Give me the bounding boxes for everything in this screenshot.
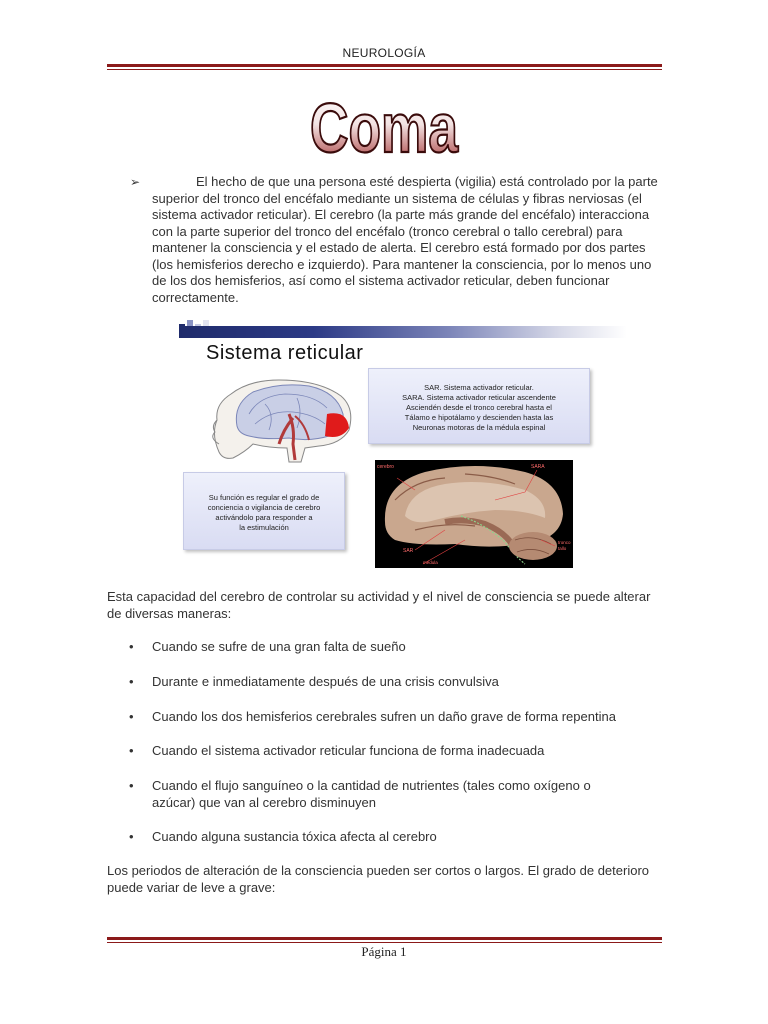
photo-label-medula: médula	[423, 560, 438, 565]
paragraph-capacity: Esta capacidad del cerebro de controlar su actividad y el nivel de consciencia se puede alterar de diversas maneras:	[107, 589, 651, 621]
function-line: la estimulación	[239, 523, 289, 532]
brain-illustration	[209, 374, 357, 462]
list-item-text: Cuando alguna sustancia tóxica afecta al cerebro	[152, 829, 437, 844]
footer-rule	[107, 937, 662, 943]
arrow-bullet-icon: ➢	[130, 175, 141, 189]
bullet-dot-icon: •	[129, 674, 134, 689]
sar-line: SARA. Sistema activador reticular ascendente	[402, 393, 556, 402]
sar-line: Tálamo e hipotálamo y descienden hasta las	[404, 413, 554, 422]
function-description-box	[183, 472, 345, 550]
bullet-dot-icon: •	[129, 709, 134, 724]
photo-label-sara: SARA	[531, 464, 545, 470]
photo-label-tallo: tallo	[558, 546, 567, 551]
function-line: Su función es regular el grado de	[208, 493, 320, 502]
reticular-system-figure	[179, 320, 627, 570]
intro-bullet	[130, 174, 660, 306]
bullet-dot-icon: •	[129, 829, 134, 844]
list-item	[107, 778, 637, 811]
sar-line: Neuronas motoras de la médula espinal	[412, 423, 546, 432]
title-wordart	[0, 86, 768, 167]
figure-header-bar	[179, 326, 627, 338]
list-item	[107, 709, 647, 726]
list-item-text: Cuando se sufre de una gran falta de sueño	[152, 639, 406, 654]
intro-text: El hecho de que una persona esté despierta (vigilia) está controlado por la parte superior del tronco del encéfalo mediante un sistema de células y fibras nerviosas (el sistema activador reticular). El cerebro (la parte más grande del encéfalo) interacciona con la parte superior del tronco del encéfalo (tronco cerebral o tallo cerebral) para mantener la consciencia y el estado de alerta. El cerebro está formado por dos partes (los hemisferios derecho e izquierdo). Para mantener la consciencia, por lo menos uno de los dos hemisferios, así como el sistema activador reticular, deben funcionar correctamente.	[152, 174, 658, 305]
photo-label-cerebro: cerebro	[377, 464, 394, 470]
list-item-text: Cuando los dos hemisferios cerebrales sufren un daño grave de forma repentina	[152, 709, 616, 724]
list-item-text: Durante e inmediatamente después de una crisis convulsiva	[152, 674, 499, 689]
paragraph-periods: Los periodos de alteración de la consciencia pueden ser cortos o largos. El grado de deterioro puede variar de leve a grave:	[107, 863, 650, 895]
list-item	[107, 743, 647, 760]
brain-section-photo	[375, 460, 573, 568]
list-item	[107, 829, 647, 846]
page-number: Página 1	[361, 944, 407, 959]
sar-description-box	[368, 368, 590, 444]
title-text: Coma	[310, 89, 459, 167]
bullet-dot-icon: •	[129, 778, 134, 793]
sar-line: SAR. Sistema activador reticular.	[424, 383, 534, 392]
function-line: activándolo para responder a	[215, 513, 313, 522]
bullet-dot-icon: •	[129, 743, 134, 758]
list-item-text: Cuando el sistema activador reticular funciona de forma inadecuada	[152, 743, 545, 758]
list-item	[107, 674, 647, 691]
figure-title: Sistema reticular	[206, 342, 364, 364]
function-line: conciencia o vigilancia de cerebro	[207, 503, 321, 512]
list-item	[107, 639, 647, 656]
page-header: NEUROLOGÍA	[342, 46, 426, 60]
photo-label-sar: SAR	[403, 548, 414, 554]
sar-line: Asciendén desde el tronco cerebral hasta el	[406, 403, 552, 412]
header-rule	[107, 64, 662, 70]
bullet-dot-icon: •	[129, 639, 134, 654]
list-item-text: Cuando el flujo sanguíneo o la cantidad de nutrientes (tales como oxígeno o azúcar) que van al cerebro disminuyen	[152, 778, 591, 810]
photo-label-tronco: tronco	[558, 540, 571, 545]
